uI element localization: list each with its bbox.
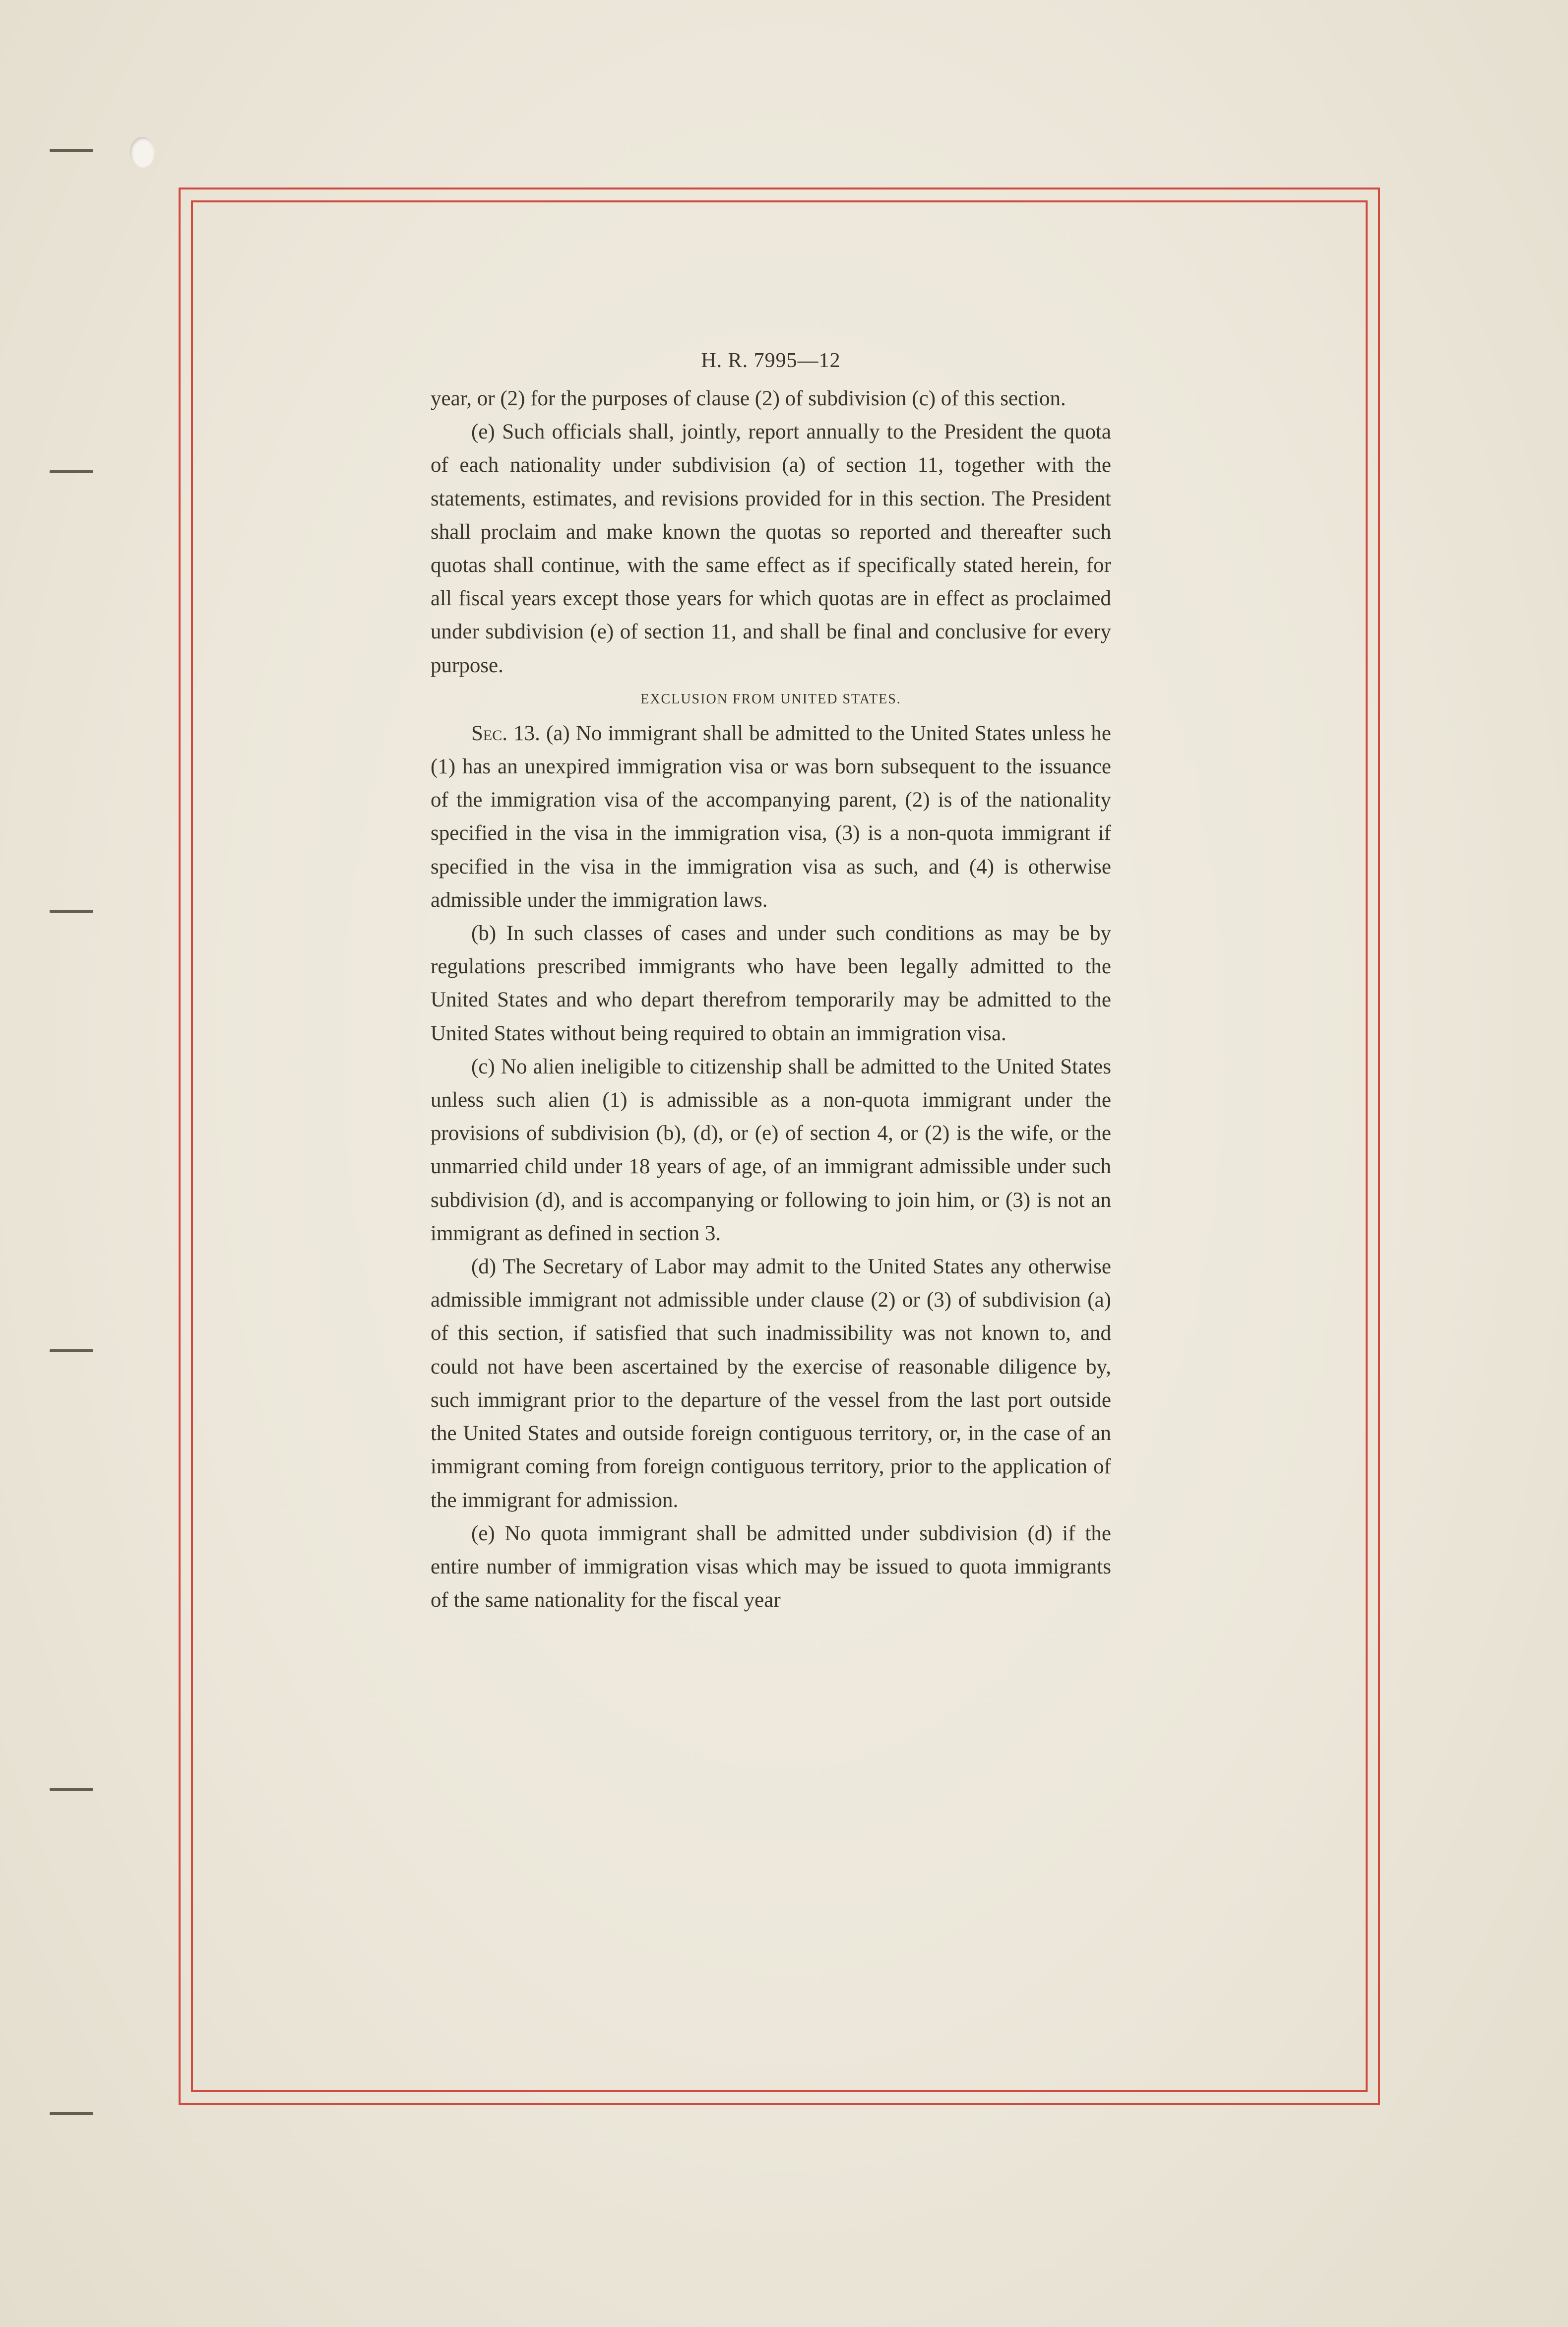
margin-mark <box>50 2112 93 2115</box>
margin-mark <box>50 149 93 152</box>
section-heading: EXCLUSION FROM UNITED STATES. <box>640 691 901 707</box>
section-label: Sec. <box>471 721 507 745</box>
paragraph-e-officials: (e) Such officials shall, jointly, report annually to the President the quota of each nationality under subdivision (a) of section 11, together with the statements, estimates, and revisions provided for in this section. The President shall proclaim and make known the quotas so reported and thereafter such quotas shall continue, with the same effect as if specifically stated herein, for all fiscal years except those years for which quotas are in effect as proclaimed under subdivision (e) of section 11, and shall be final and conclusive for every purpose. <box>431 420 1111 677</box>
section-13-a-text: 13. (a) No immigrant shall be admitted to the United States unless he (1) has an unexpired immigration visa or was born subsequent to the issuance of the immigration visa of the accompanying parent, (2) is of the nationality specified in the visa in the immigration visa, (3) is a non-quota immigrant if specified in the visa in the immigration visa as such, and (4) is otherwise admissible under the immigration laws. <box>431 721 1112 912</box>
margin-mark <box>50 470 93 473</box>
margin-mark <box>50 1788 93 1791</box>
section-13-c: (c) No alien ineligible to citizenship shall be admitted to the United States unless such alien (1) is admissible as a non-quota immigrant under the provisions of subdivision (b), (d), or (e) of section 4, or (2) is the wife, or the unmarried child under 18 years of age, of an immigrant admissible under such subdivision (d), and is accompanying or following to join him, or (3) is not an immigrant as defined in section 3. <box>431 1055 1111 1245</box>
section-13-b: (b) In such classes of cases and under such conditions as may be by regulations prescribed immigrants who have been legally admitted to the United States and who depart therefrom temporarily may be admitted to the United States without being required to obtain an immigration visa. <box>431 922 1111 1045</box>
punch-hole <box>130 137 155 168</box>
margin-mark <box>50 910 93 913</box>
section-13-a <box>431 717 1111 917</box>
document-body <box>431 343 1111 1617</box>
section-13-d: (d) The Secretary of Labor may admit to the United States any otherwise admissible immigrant not admissible under clause (2) or (3) of subdivision (a) of this section, if satisfied that such inadmissibility was not known to, and could not have been ascertained by the exercise of reasonable diligence by, such immigrant prior to the departure of the vessel from the last port outside the United States and outside foreign contiguous territory, or, in the case of an immigrant coming from foreign contiguous territory, prior to the application of the immigrant for admission. <box>431 1255 1111 1512</box>
page-header: H. R. 7995—12 <box>701 349 841 372</box>
section-13-e: (e) No quota immigrant shall be admitted under subdivision (d) if the entire number of immigration visas which may be issued to quota immigrants of the same nationality for the fiscal year <box>431 1521 1111 1612</box>
margin-mark <box>50 1349 93 1352</box>
continuation-paragraph: year, or (2) for the purposes of clause (2) of subdivision (c) of this section. <box>431 387 1066 410</box>
